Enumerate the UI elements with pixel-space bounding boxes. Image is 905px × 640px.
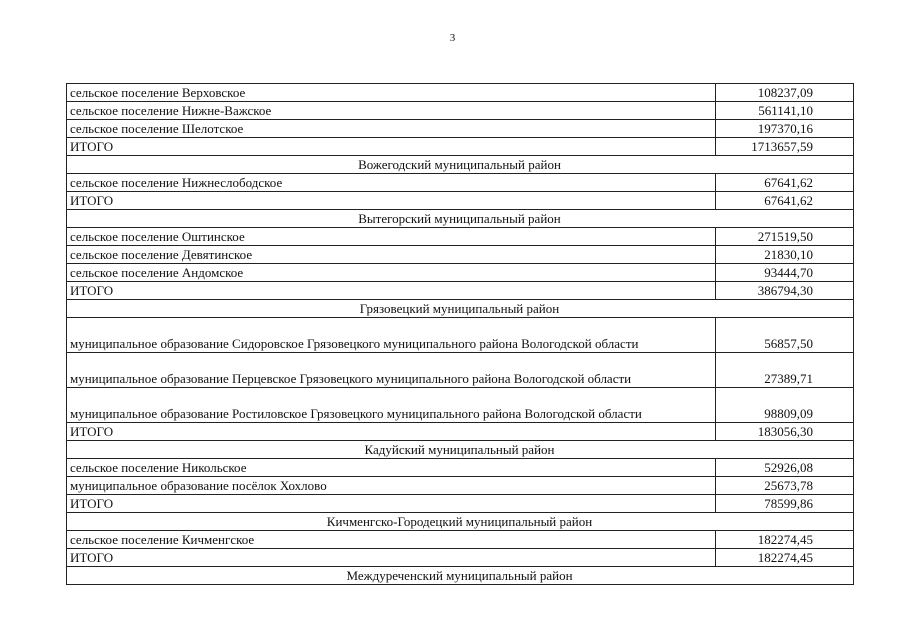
total-amount: 386794,30 [716,282,854,300]
total-amount: 67641,62 [716,192,854,210]
settlement-name: сельское поселение Нижне-Важское [67,102,716,120]
total-label: ИТОГО [67,423,716,441]
district-name: Кадуйский муниципальный район [67,441,854,459]
settlement-name: муниципальное образование Перцевское Грязовецкого муниципального района Вологодской области [67,353,716,388]
amount: 197370,16 [716,120,854,138]
table-row [67,353,854,388]
total-amount: 78599,86 [716,495,854,513]
district-name: Вожегодский муниципальный район [67,156,854,174]
total-row [67,495,854,513]
total-label: ИТОГО [67,549,716,567]
table-row [67,388,854,423]
total-label: ИТОГО [67,138,716,156]
settlement-name: муниципальное образование Сидоровское Грязовецкого муниципального района Вологодской области [67,318,716,353]
district-header-row [67,513,854,531]
settlement-name: сельское поселение Андомское [67,264,716,282]
total-amount: 183056,30 [716,423,854,441]
amount: 52926,08 [716,459,854,477]
table-row [67,246,854,264]
amount: 93444,70 [716,264,854,282]
district-header-row [67,300,854,318]
settlement-name: сельское поселение Шелотское [67,120,716,138]
amount: 98809,09 [716,388,854,423]
total-row [67,192,854,210]
amount: 561141,10 [716,102,854,120]
district-name: Кичменгско-Городецкий муниципальный район [67,513,854,531]
district-header-row [67,210,854,228]
total-label: ИТОГО [67,495,716,513]
settlement-name: муниципальное образование посёлок Хохлово [67,477,716,495]
amount: 21830,10 [716,246,854,264]
district-name: Грязовецкий муниципальный район [67,300,854,318]
page-number: 3 [449,32,456,44]
table-row [67,318,854,353]
settlement-name: сельское поселение Кичменгское [67,531,716,549]
total-amount: 1713657,59 [716,138,854,156]
settlement-name: муниципальное образование Ростиловское Грязовецкого муниципального района Вологодской области [67,388,716,423]
table-row [67,531,854,549]
district-header-row [67,156,854,174]
total-row [67,549,854,567]
amount: 56857,50 [716,318,854,353]
settlement-name: сельское поселение Верховское [67,84,716,102]
table-row [67,459,854,477]
total-row [67,138,854,156]
table-row [67,228,854,246]
settlement-name: сельское поселение Оштинское [67,228,716,246]
table-row [67,264,854,282]
table-row [67,102,854,120]
amount: 108237,09 [716,84,854,102]
settlement-name: сельское поселение Нижнеслободское [67,174,716,192]
district-name: Междуреченский муниципальный район [67,567,854,585]
amount: 271519,50 [716,228,854,246]
allocation-table-container [66,83,853,585]
total-row [67,282,854,300]
amount: 25673,78 [716,477,854,495]
total-row [67,423,854,441]
table-row [67,84,854,102]
district-header-row [67,567,854,585]
allocation-table-body [67,84,854,585]
total-label: ИТОГО [67,282,716,300]
district-header-row [67,441,854,459]
amount: 182274,45 [716,531,854,549]
settlement-name: сельское поселение Никольское [67,459,716,477]
table-row [67,120,854,138]
district-name: Вытегорский муниципальный район [67,210,854,228]
allocation-table [66,83,854,585]
table-row [67,477,854,495]
total-label: ИТОГО [67,192,716,210]
amount: 67641,62 [716,174,854,192]
table-row [67,174,854,192]
settlement-name: сельское поселение Девятинское [67,246,716,264]
total-amount: 182274,45 [716,549,854,567]
amount: 27389,71 [716,353,854,388]
